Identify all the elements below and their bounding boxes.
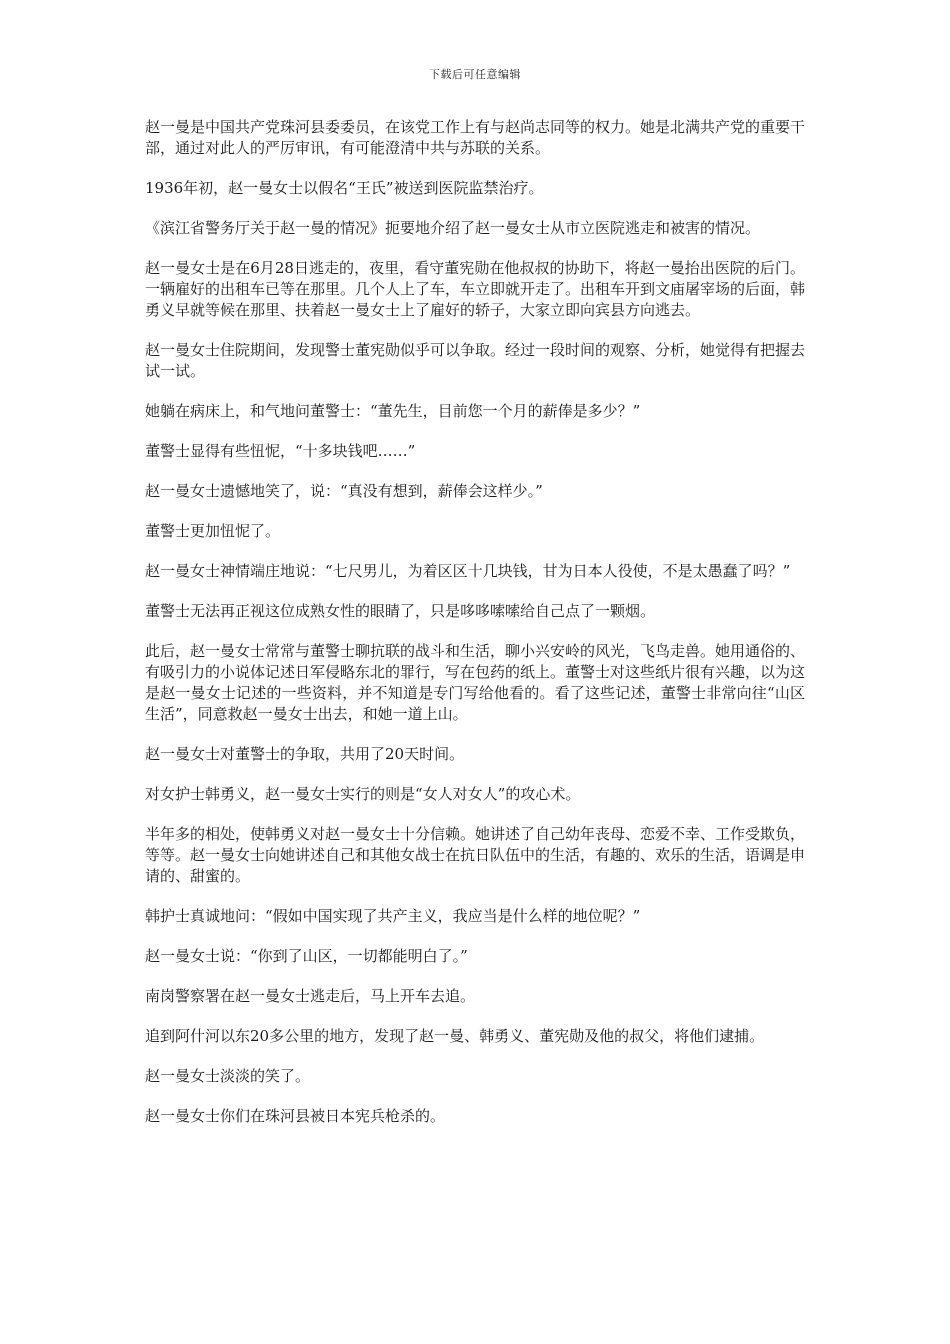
paragraph: 董警士显得有些忸怩，“十多块钱吧……” xyxy=(145,442,416,460)
paragraph: 此后，赵一曼女士常常与董警士聊抗联的战斗和生活，聊小兴安岭的风光，飞鸟走兽。她用通俗的、有吸引力的小说体记述日军侵略东北的罪行，写在包药的纸上。董警士对这些纸片很有兴趣，以为这是赵一曼女士记述的一些资料，并不知道是专门写给他看的。看了这些记述，董警士非常向往“山区生活”，同意救赵一曼女士出去，和她一道上山。 xyxy=(145,642,806,723)
paragraph: 董警士更加忸怩了。 xyxy=(145,522,281,540)
paragraph: 韩护士真诚地问：“假如中国实现了共产主义，我应当是什么样的地位呢？” xyxy=(145,907,641,925)
paragraph: 赵一曼女士住院期间，发现警士董宪勋似乎可以争取。经过一段时间的观察、分析，她觉得有把握去试一试。 xyxy=(145,341,806,380)
paragraph: 赵一曼女士是在6月28日逃走的，夜里，看守董宪勋在他叔叔的协助下，将赵一曼抬出医院的后门。一辆雇好的出租车已等在那里。几个人上了车，车立即就开走了。出租车开到文庙屠宰场的后面，韩勇义早就等候在那里、扶着赵一曼女士上了雇好的轿子，大家立即向宾县方向逃去。 xyxy=(145,259,806,319)
paragraph: 对女护士韩勇义，赵一曼女士实行的则是“女人对女人”的攻心术。 xyxy=(145,785,581,803)
paragraph: 她躺在病床上，和气地问董警士：“董先生，目前您一个月的薪俸是多少？” xyxy=(145,402,641,420)
paragraph: 半年多的相处，使韩勇义对赵一曼女士十分信赖。她讲述了自己幼年丧母、恋爱不幸、工作受欺负，等等。赵一曼女士向她讲述自己和其他女战士在抗日队伍中的生活，有趣的、欢乐的生活，语调是申请的、甜蜜的。 xyxy=(145,825,806,885)
page-header: 下载后可任意编辑 xyxy=(429,68,521,81)
paragraph: 赵一曼是中国共产党珠河县委委员，在该党工作上有与赵尚志同等的权力。她是北满共产党的重要干部，通过对此人的严厉审讯，有可能澄清中共与苏联的关系。 xyxy=(145,118,806,157)
document-body xyxy=(145,117,805,1146)
paragraph: 1936年初，赵一曼女士以假名“王氏”被送到医院监禁治疗。 xyxy=(145,179,544,197)
paragraph: 赵一曼女士遗憾地笑了，说：“真没有想到，薪俸会这样少。” xyxy=(145,482,543,500)
paragraph: 赵一曼女士淡淡的笑了。 xyxy=(145,1067,311,1085)
paragraph: 《滨江省警务厅关于赵一曼的情况》扼要地介绍了赵一曼女士从市立医院逃走和被害的情况。 xyxy=(145,219,761,237)
paragraph: 追到阿什河以东20多公里的地方，发现了赵一曼、韩勇义、董宪勋及他的叔父，将他们逮捕。 xyxy=(145,1027,765,1045)
paragraph: 赵一曼女士说：“你到了山区，一切都能明白了。” xyxy=(145,947,468,965)
paragraph: 南岗警察署在赵一曼女士逃走后，马上开车去追。 xyxy=(145,987,476,1005)
paragraph: 董警士无法再正视这位成熟女性的眼睛了，只是哆哆嗦嗦给自己点了一颗烟。 xyxy=(145,602,656,620)
paragraph: 赵一曼女士你们在珠河县被日本宪兵枪杀的。 xyxy=(145,1107,446,1125)
paragraph: 赵一曼女士神情端庄地说：“七尺男儿，为着区区十几块钱，甘为日本人役使，不是太愚蠢了吗？” xyxy=(145,562,791,580)
paragraph: 赵一曼女士对董警士的争取，共用了20天时间。 xyxy=(145,745,465,763)
